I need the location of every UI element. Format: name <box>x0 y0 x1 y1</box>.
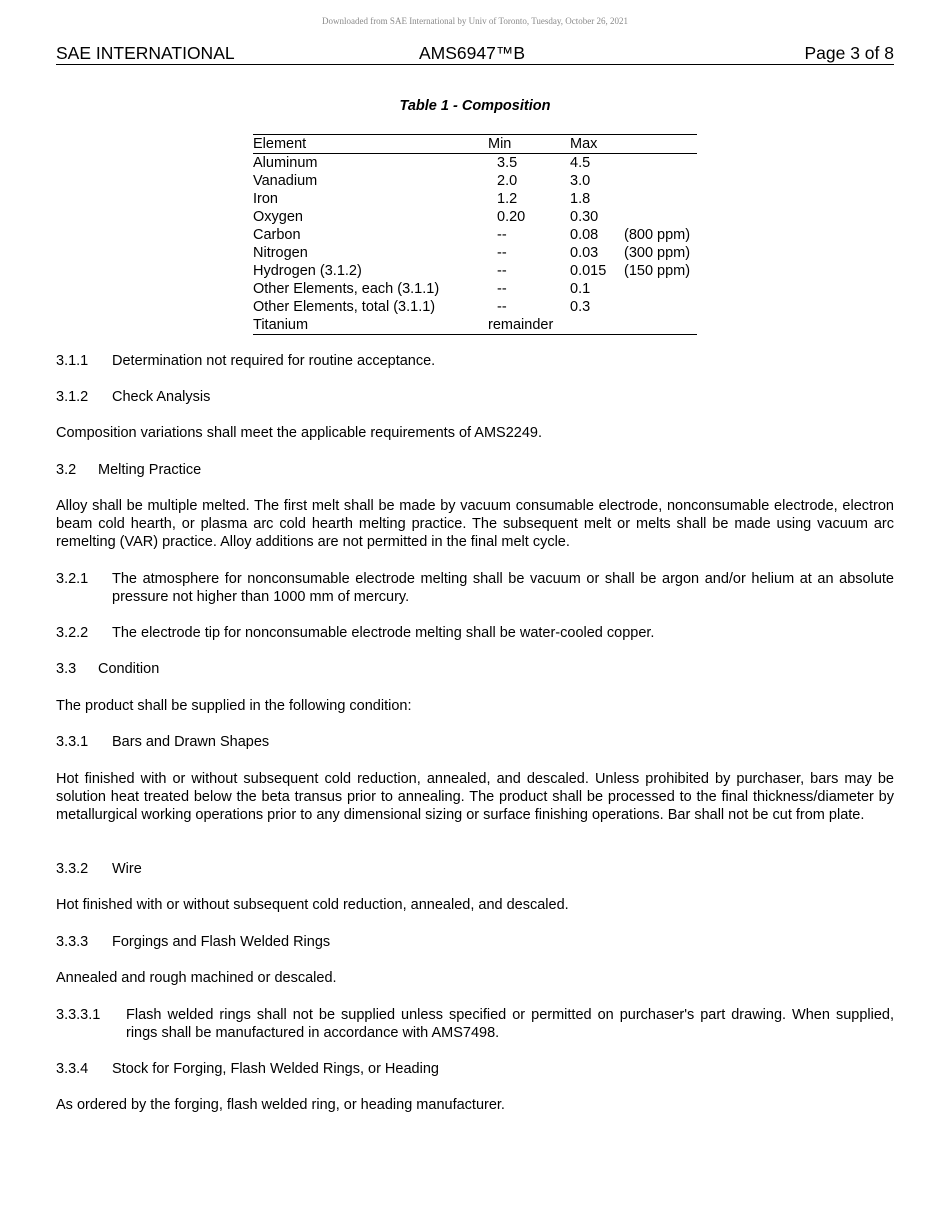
cell-min: -- <box>497 245 507 261</box>
section-number: 3.1.2 <box>56 389 89 405</box>
header-page-number: Page 3 of 8 <box>804 43 894 63</box>
cell-element: Other Elements, each (3.1.1) <box>253 281 440 297</box>
cell-ppm: (300 ppm) <box>624 245 691 261</box>
section-3-3-3-1-text: Flash welded rings shall not be supplied unless specified or permitted on purchaser's part drawing. When supplied, rings shall be manufactured in accordance with AMS7498. <box>126 1007 894 1041</box>
table-header-row <box>253 135 697 154</box>
cell-element: Hydrogen (3.1.2) <box>253 263 362 279</box>
cell-max: 4.5 <box>570 155 591 171</box>
wire-paragraph: Hot finished with or without subsequent cold reduction, annealed, and descaled. <box>56 897 569 913</box>
cell-max: 0.015 <box>570 263 607 279</box>
cell-min: 0.20 <box>497 209 526 225</box>
table-row <box>253 316 697 334</box>
section-3-3-2-heading: Wire <box>112 861 142 877</box>
cell-element: Iron <box>253 191 278 207</box>
cell-max: 0.08 <box>570 227 599 243</box>
table-row <box>253 298 697 316</box>
section-number: 3.3.1 <box>56 734 89 750</box>
column-header-max: Max <box>570 136 598 152</box>
composition-table <box>253 134 697 335</box>
cell-ppm: (150 ppm) <box>624 263 691 279</box>
page-header <box>56 44 894 65</box>
cell-element: Titanium <box>253 317 309 333</box>
table-row <box>253 262 697 280</box>
table-row <box>253 280 697 298</box>
download-watermark: Downloaded from SAE International by Univ of Toronto, Tuesday, October 26, 2021 <box>321 16 629 26</box>
cell-min: -- <box>497 263 507 279</box>
section-3-1-2-heading: Check Analysis <box>112 389 211 405</box>
bars-paragraph: Hot finished with or without subsequent cold reduction, annealed, and descaled. Unless prohibited by purchaser, bars may be solution heat treated below the beta transus prior to annealing. The product shall be processed to the final thickness/diameter by metallurgical working operations prior to any dimensional sizing or surface finishing operations. Bar shall not be cut from plate. <box>56 771 894 823</box>
cell-element: Carbon <box>253 227 301 243</box>
cell-min: -- <box>497 281 507 297</box>
section-3-3-heading: Condition <box>98 661 160 677</box>
cell-min: 2.0 <box>497 173 518 189</box>
table-caption: Table 1 - Composition <box>399 98 551 114</box>
table-row <box>253 172 697 190</box>
section-3-1-1-text: Determination not required for routine acceptance. <box>112 353 436 369</box>
cell-min: -- <box>497 227 507 243</box>
cell-max: 0.30 <box>570 209 599 225</box>
cell-max: 0.1 <box>570 281 591 297</box>
section-number: 3.3 <box>56 661 77 677</box>
cell-min: -- <box>497 299 507 315</box>
section-number: 3.3.3 <box>56 934 89 950</box>
cell-ppm: (800 ppm) <box>624 227 691 243</box>
section-number: 3.2 <box>56 462 77 478</box>
table-row <box>253 190 697 208</box>
section-3-2-1-text: The atmosphere for nonconsumable electrode melting shall be vacuum or shall be argon and/or helium at an absolute pressure not higher than 1000 mm of mercury. <box>112 571 894 605</box>
cell-element: Oxygen <box>253 209 303 225</box>
table-row <box>253 154 697 172</box>
section-3-3-1-heading: Bars and Drawn Shapes <box>112 734 270 750</box>
section-3-2-heading: Melting Practice <box>98 462 202 478</box>
section-number: 3.3.3.1 <box>56 1007 101 1023</box>
table-row <box>253 208 697 226</box>
section-number: 3.3.2 <box>56 861 89 877</box>
section-3-3-3-heading: Forgings and Flash Welded Rings <box>112 934 331 950</box>
column-header-min: Min <box>488 136 512 152</box>
cell-max: 3.0 <box>570 173 591 189</box>
header-org: SAE INTERNATIONAL <box>56 43 235 63</box>
cell-min: 1.2 <box>497 191 518 207</box>
cell-max: 0.3 <box>570 299 591 315</box>
cell-element: Other Elements, total (3.1.1) <box>253 299 436 315</box>
cell-min: remainder <box>488 317 554 333</box>
header-doc-number: AMS6947™B <box>419 43 526 63</box>
table-row <box>253 244 697 262</box>
cell-min: 3.5 <box>497 155 518 171</box>
section-3-2-2-text: The electrode tip for nonconsumable electrode melting shall be water-cooled copper. <box>112 625 655 641</box>
forgings-paragraph: Annealed and rough machined or descaled. <box>56 970 337 986</box>
cell-element: Aluminum <box>253 155 318 171</box>
cell-max: 1.8 <box>570 191 591 207</box>
cell-element: Vanadium <box>253 173 318 189</box>
section-3-3-4-heading: Stock for Forging, Flash Welded Rings, or Heading <box>112 1061 439 1077</box>
table-row <box>253 226 697 244</box>
column-header-element: Element <box>253 136 307 152</box>
section-number: 3.2.2 <box>56 625 89 641</box>
section-number: 3.2.1 <box>56 571 89 587</box>
cell-max: 0.03 <box>570 245 599 261</box>
section-number: 3.3.4 <box>56 1061 89 1077</box>
condition-paragraph: The product shall be supplied in the following condition: <box>56 698 412 714</box>
section-number: 3.1.1 <box>56 353 89 369</box>
cell-element: Nitrogen <box>253 245 308 261</box>
check-analysis-paragraph: Composition variations shall meet the applicable requirements of AMS2249. <box>56 425 543 441</box>
stock-paragraph: As ordered by the forging, flash welded ring, or heading manufacturer. <box>56 1097 505 1113</box>
melting-practice-paragraph: Alloy shall be multiple melted. The first melt shall be made by vacuum consumable electrode, nonconsumable electrode, electron beam cold hearth, or plasma arc cold hearth melting practice. The subsequent melt or melts shall be made using vacuum arc remelting (VAR) practice. Alloy additions are not permitted in the final melt cycle. <box>56 498 894 550</box>
